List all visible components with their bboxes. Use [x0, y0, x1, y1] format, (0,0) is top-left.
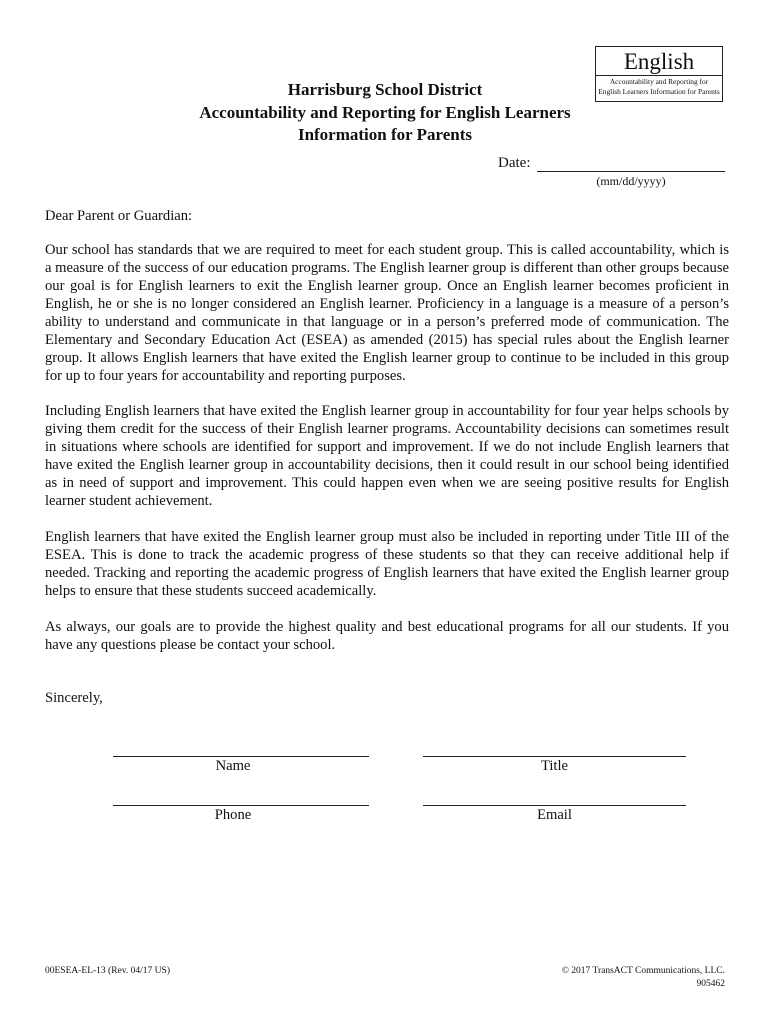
- document-subtitle: Information for Parents: [297, 125, 473, 144]
- phone-label: Phone: [214, 807, 252, 823]
- language-box-subtitle: Accountability and Reporting for English Learners Information for Parents: [598, 77, 720, 96]
- document-number: 905462: [696, 979, 725, 989]
- date-field-line[interactable]: [537, 171, 725, 172]
- district-name: Harrisburg School District: [287, 80, 483, 99]
- closing: Sincerely,: [45, 690, 103, 706]
- paragraph-goals: As always, our goals are to provide the highest quality and best educational programs for all our students. If you have any questions please be contact your school.: [45, 619, 729, 653]
- email-label: Email: [537, 807, 572, 823]
- copyright: © 2017 TransACT Communications, LLC.: [561, 966, 725, 976]
- paragraph-accountability: Our school has standards that we are required to meet for each student group. This is called accountability, which is a measure of the success of our education programs. The English learner group is different than other groups because our goal is for English learners to exit the English learner group. Once an English learner becomes proficient in English, he or she is no longer considered an English learner. Proficiency in a language is a measure of a person’s ability to understand and communicate in that language or in a person’s preferred mode of communication. The Elementary and Secondary Education Act (ESEA) as amended (2015) has special rules about the English learner group. It allows English learners that have exited the English learner group to continue to be included in this group for up to four years for accountability and reporting purposes.: [45, 242, 729, 384]
- form-code: 00ESEA-EL-13 (Rev. 04/17 US): [45, 966, 170, 976]
- date-format-hint: (mm/dd/yyyy): [596, 174, 666, 188]
- paragraph-including-exited: Including English learners that have exited the English learner group in accountability for four year helps schools by giving them credit for the success of their English learner programs. Accountability decisions can sometimes result in situations where schools are identified for support and improvement. If we do not include English learners that have exited the English learner group in accountability decisions, then it could result in our school being identified as in need of support and improvement. This could happen even when we are seeing positive results for English learner student achievement.: [45, 403, 729, 509]
- name-label: Name: [215, 758, 251, 774]
- document-title: Accountability and Reporting for English Learners: [199, 103, 571, 122]
- title-label: Title: [540, 758, 569, 774]
- salutation: Dear Parent or Guardian:: [45, 208, 193, 224]
- date-label: Date:: [498, 155, 531, 171]
- paragraph-title-iii: English learners that have exited the English learner group must also be included in reporting under Title III of the ESEA. This is done to track the academic progress of these students so that they can receive additional help if needed. Tracking and reporting the academic progress of English learners that have exited the English learner group helps to ensure that these students succeed academically.: [45, 529, 729, 599]
- language-label: English: [596, 49, 722, 76]
